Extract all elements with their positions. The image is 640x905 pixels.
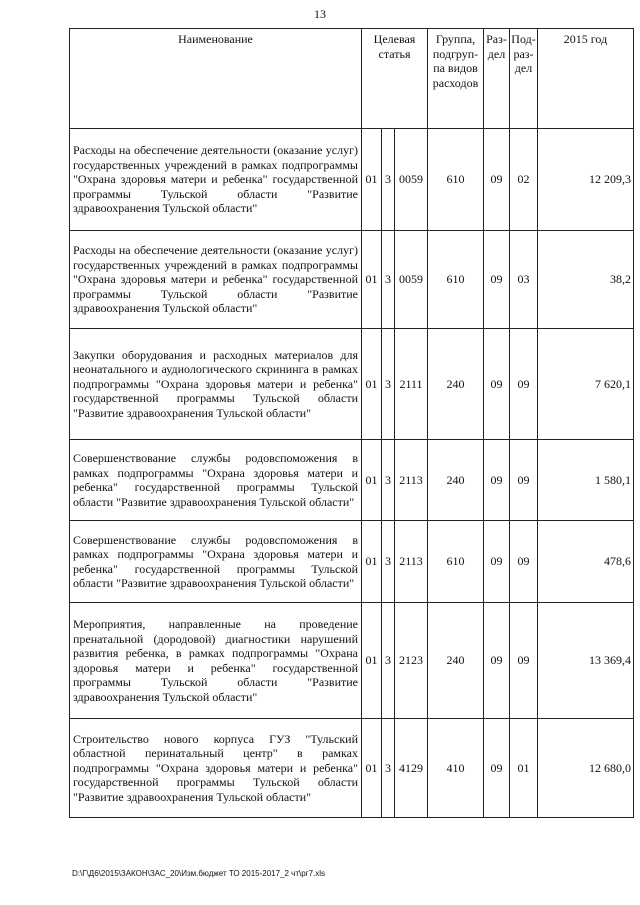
row-subsection: 09 — [510, 521, 538, 603]
row-name: Совершенствование службы родовспоможения в рамках подпрограммы "Охрана здоровья матери и ребенка" государственной программы Тульской области "Развитие здравоохранения Тульской области" — [70, 440, 362, 521]
row-section: 09 — [484, 329, 510, 440]
table-row — [70, 440, 634, 521]
row-code-program: 01 — [362, 521, 382, 603]
table-row — [70, 603, 634, 719]
row-code-direction: 0059 — [395, 231, 428, 329]
row-group: 610 — [428, 129, 484, 231]
table-row — [70, 719, 634, 818]
row-code-subprogram: 3 — [382, 231, 395, 329]
row-code-direction: 2111 — [395, 329, 428, 440]
row-group: 240 — [428, 440, 484, 521]
row-group: 410 — [428, 719, 484, 818]
row-section: 09 — [484, 440, 510, 521]
header-section: Раз-дел — [484, 29, 510, 129]
budget-table — [69, 28, 634, 818]
row-code-direction: 2123 — [395, 603, 428, 719]
row-section: 09 — [484, 231, 510, 329]
row-group: 610 — [428, 231, 484, 329]
header-subsection: Под-раз-дел — [510, 29, 538, 129]
row-name: Совершенствование службы родовспоможения в рамках подпрограммы "Охрана здоровья матери и ребенка" государственной программы Тульской области "Развитие здравоохранения Тульской области" — [70, 521, 362, 603]
row-name: Закупки оборудования и расходных материалов для неонатального и аудиологического скрининга в рамках подпрограммы "Охрана здоровья матери и ребенка" государственной программы Тульской области "Развитие здравоохранения Тульской области" — [70, 329, 362, 440]
table-row — [70, 521, 634, 603]
row-code-program: 01 — [362, 129, 382, 231]
row-amount: 7 620,1 — [538, 329, 634, 440]
row-amount: 12 680,0 — [538, 719, 634, 818]
row-code-program: 01 — [362, 719, 382, 818]
row-code-program: 01 — [362, 440, 382, 521]
row-subsection: 09 — [510, 329, 538, 440]
row-subsection: 01 — [510, 719, 538, 818]
row-subsection: 09 — [510, 440, 538, 521]
row-code-direction: 2113 — [395, 440, 428, 521]
row-name: Расходы на обеспечение деятельности (оказание услуг) государственных учреждений в рамках подпрограммы "Охрана здоровья матери и ребенка" государственной программы Тульской области "Развитие здравоохранения Тульской области" — [70, 231, 362, 329]
row-code-subprogram: 3 — [382, 329, 395, 440]
page-number: 13 — [314, 7, 326, 21]
row-code-subprogram: 3 — [382, 440, 395, 521]
row-amount: 12 209,3 — [538, 129, 634, 231]
row-amount: 1 580,1 — [538, 440, 634, 521]
row-subsection: 03 — [510, 231, 538, 329]
row-code-program: 01 — [362, 603, 382, 719]
table-row — [70, 129, 634, 231]
row-name: Расходы на обеспечение деятельности (оказание услуг) государственных учреждений в рамках подпрограммы "Охрана здоровья матери и ребенка" государственной программы Тульской области "Развитие здравоохранения Тульской области" — [70, 129, 362, 231]
row-section: 09 — [484, 521, 510, 603]
row-group: 240 — [428, 603, 484, 719]
header-expense-group: Группа, подгруп-па видов расходов — [428, 29, 484, 129]
row-code-program: 01 — [362, 329, 382, 440]
row-name: Мероприятия, направленные на проведение пренатальной (дородовой) диагностики нарушений развития ребенка, в рамках подпрограммы "Охрана здоровья матери и ребенка" государственной программы Тульской области "Развитие здравоохранения Тульской области" — [70, 603, 362, 719]
row-code-program: 01 — [362, 231, 382, 329]
row-group: 240 — [428, 329, 484, 440]
row-section: 09 — [484, 129, 510, 231]
row-code-subprogram: 3 — [382, 521, 395, 603]
row-amount: 478,6 — [538, 521, 634, 603]
header-row — [70, 29, 634, 129]
row-code-subprogram: 3 — [382, 719, 395, 818]
row-code-direction: 0059 — [395, 129, 428, 231]
row-code-direction: 2113 — [395, 521, 428, 603]
row-amount: 38,2 — [538, 231, 634, 329]
row-subsection: 02 — [510, 129, 538, 231]
row-name: Строительство нового корпуса ГУЗ "Тульский областной перинатальный центр" в рамках подпрограммы "Охрана здоровья матери и ребенка" государственной программы Тульской области "Развитие здравоохранения Тульской области" — [70, 719, 362, 818]
row-code-direction: 4129 — [395, 719, 428, 818]
table-row — [70, 231, 634, 329]
row-group: 610 — [428, 521, 484, 603]
table-row — [70, 329, 634, 440]
row-code-subprogram: 3 — [382, 129, 395, 231]
row-section: 09 — [484, 719, 510, 818]
header-target-article: Целевая статья — [362, 29, 428, 129]
row-subsection: 09 — [510, 603, 538, 719]
file-path-footer: D:\Г\Д6\2015\ЗАКОН\ЗАС_20\Изм.бюджет ТО 2015-2017_2 чт\рг7.xls — [72, 869, 326, 878]
row-section: 09 — [484, 603, 510, 719]
row-code-subprogram: 3 — [382, 603, 395, 719]
header-year: 2015 год — [538, 29, 634, 129]
header-name: Наименование — [70, 29, 362, 129]
row-amount: 13 369,4 — [538, 603, 634, 719]
